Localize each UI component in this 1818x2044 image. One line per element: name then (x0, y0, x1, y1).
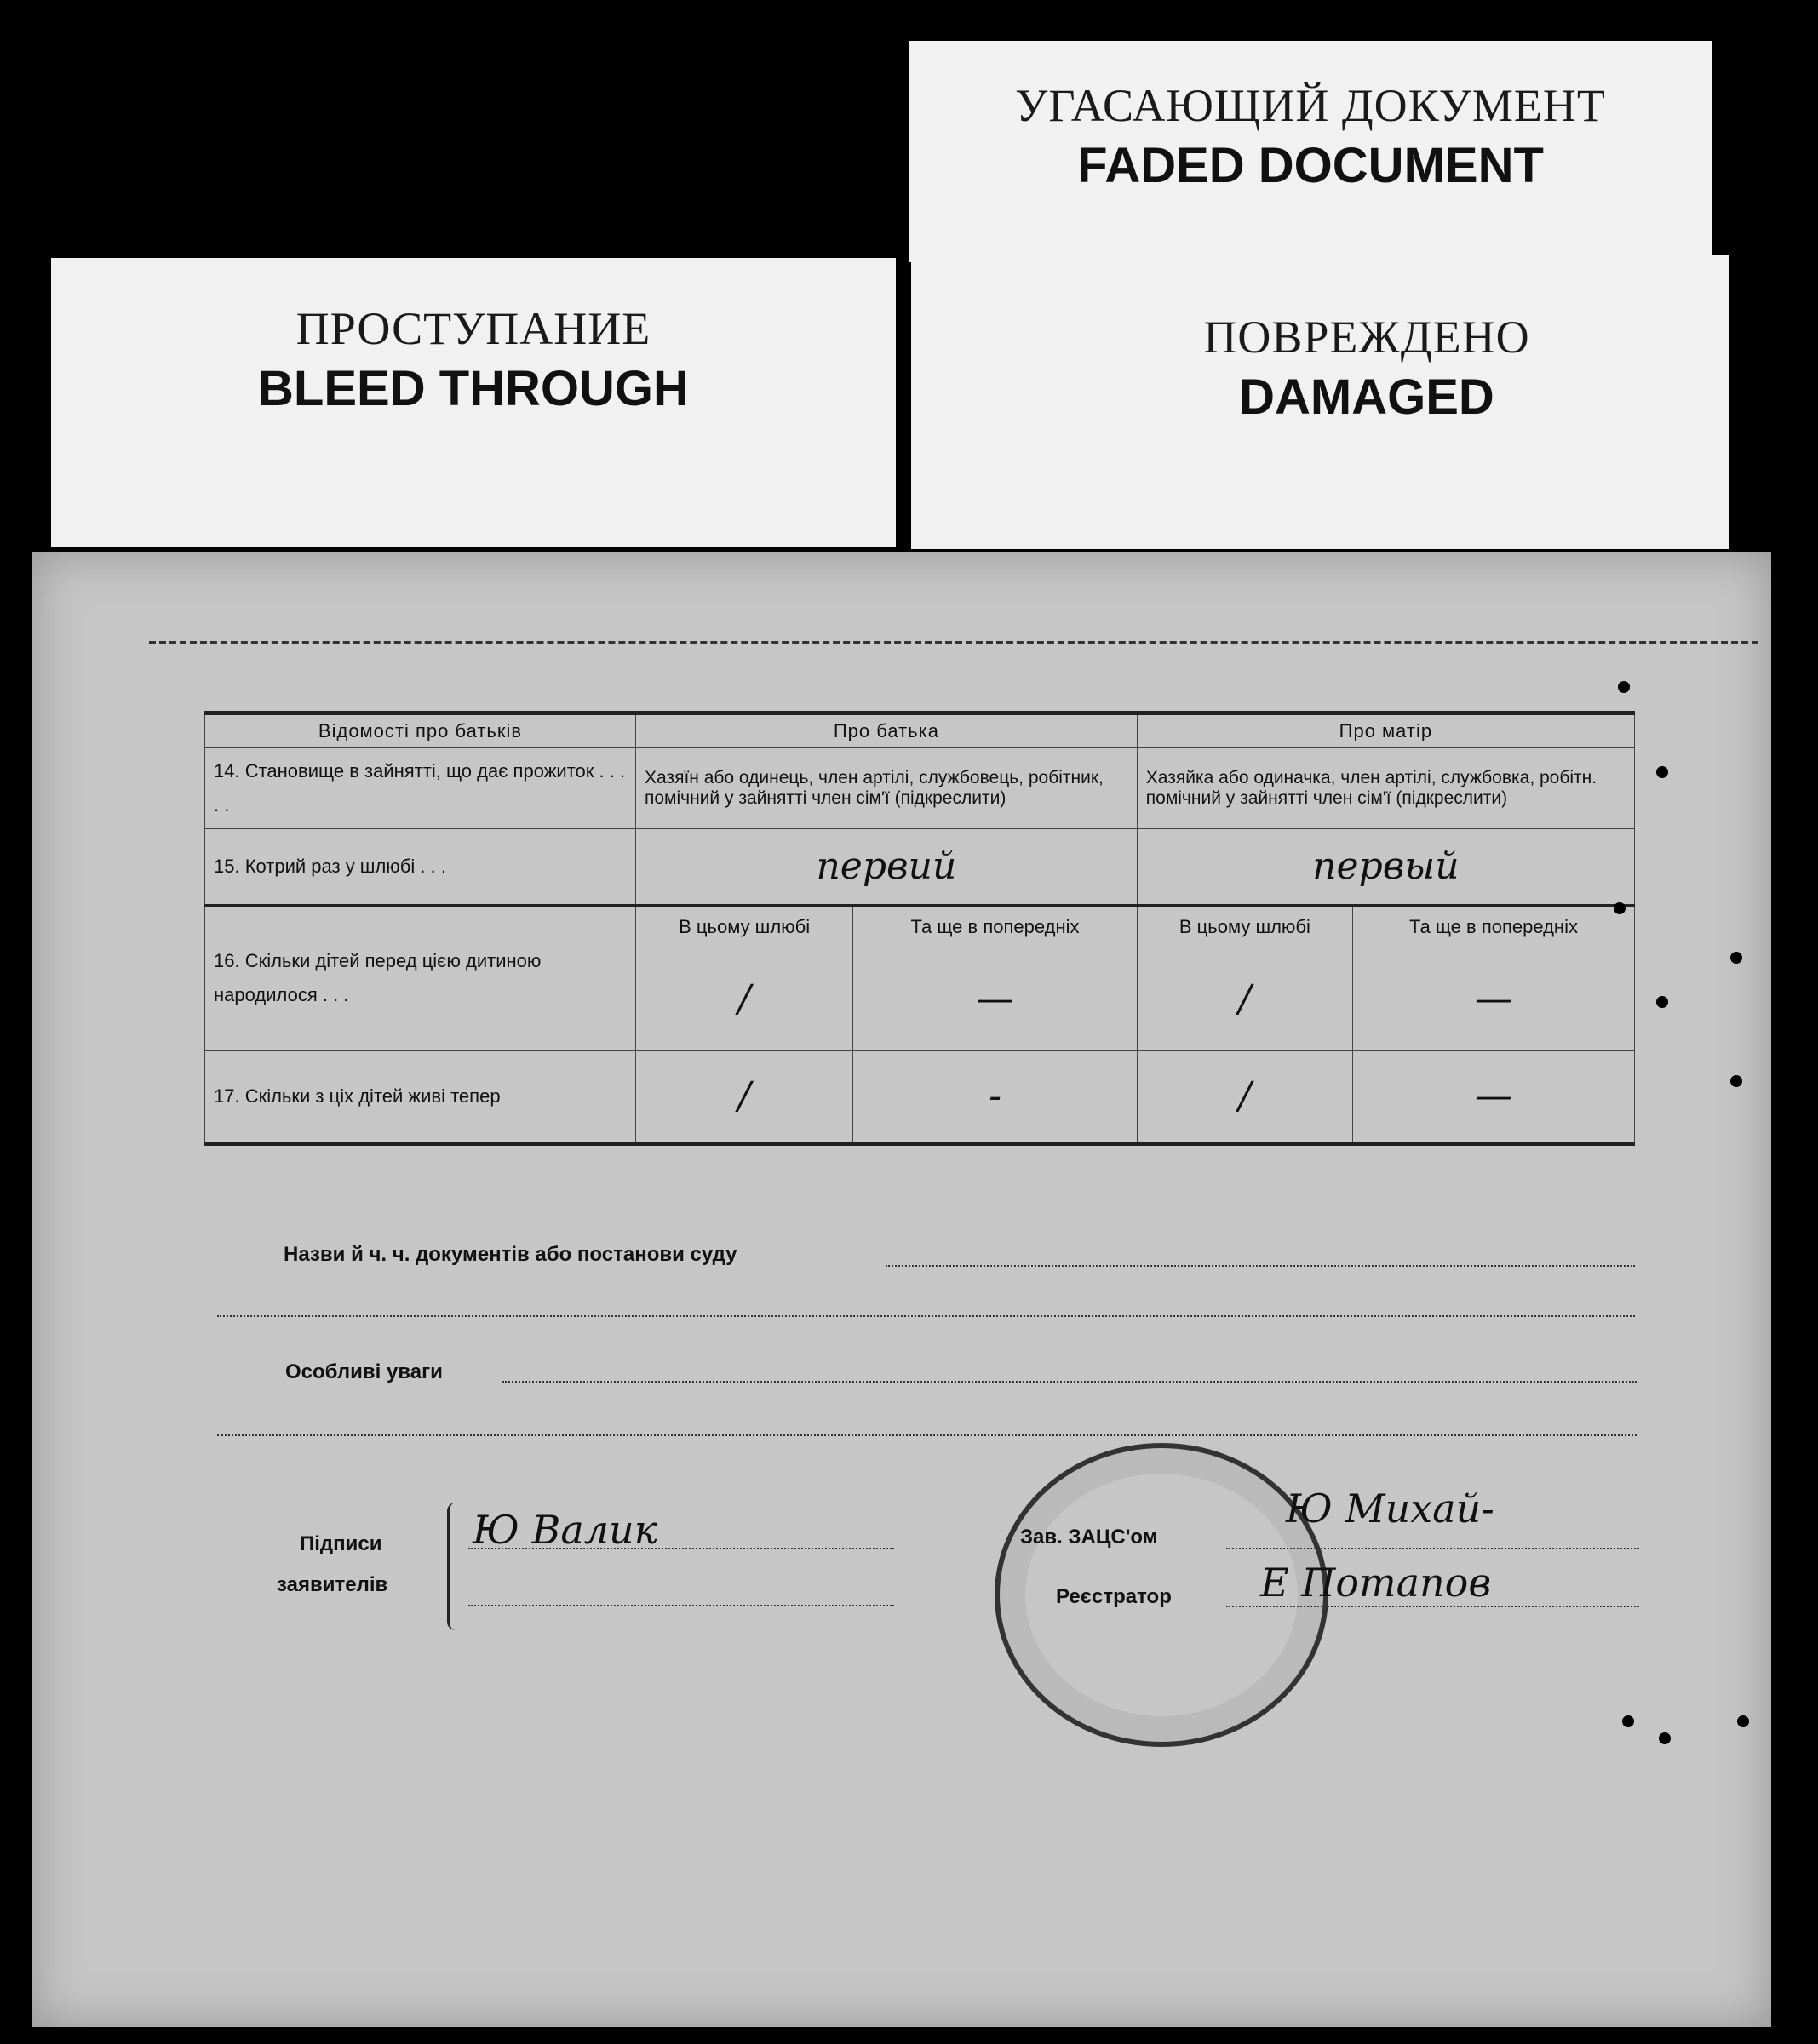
documents-field-line (886, 1265, 1635, 1267)
damage-hole (1614, 902, 1626, 914)
table-row (205, 1051, 1635, 1144)
registrar-signature: Е Потапов (1260, 1560, 1492, 1606)
documents-field-line-2 (217, 1315, 1635, 1317)
damaged-label (911, 255, 1729, 549)
head-signature: Ю Михай- (1286, 1486, 1494, 1532)
father-occupation-options: Хазяїн або одинець, член артілі, службовець, робітник, помічний у зайнятті член сім'ї (підкреслити) (636, 748, 1138, 829)
mother-children-born-prev: — (1353, 948, 1635, 1051)
table-row (205, 748, 1635, 829)
applicant-signature: Ю Валик (473, 1507, 658, 1553)
father-marriage-count: первий (636, 829, 1138, 906)
mother-this-marriage-header: В цьому шлюбі (1137, 906, 1352, 948)
applicant-signature-line (468, 1548, 894, 1549)
mother-occupation-options: Хазяйка або одиначка, член артілі, службовка, робітн. помічний у зайнятті член сім'ї (підкреслити) (1137, 748, 1634, 829)
damaged-label-ru: ПОВРЕЖДЕНО (1203, 312, 1530, 363)
header-mother: Про матір (1137, 713, 1634, 748)
bleed-label-en: BLEED THROUGH (258, 361, 689, 416)
question-17: 17. Скільки з ціх дітей живі тепер (205, 1051, 636, 1144)
table-header-row (205, 713, 1635, 748)
faded-label-ru: УГАСАЮЩИЙ ДОКУМЕНТ (1015, 80, 1606, 131)
damage-hole (1659, 1732, 1671, 1744)
header-father: Про батька (636, 713, 1138, 748)
mother-children-born-this: / (1137, 948, 1352, 1051)
documents-field-label: Назви й ч. ч. документів або постанови суду (284, 1243, 737, 1266)
faded-label-en: FADED DOCUMENT (1077, 138, 1544, 193)
parents-info-table (204, 711, 1635, 1146)
question-16: 16. Скільки дітей перед цією дитиною народилося . . . (205, 906, 636, 1051)
faded-document-label (909, 41, 1712, 262)
question-15: 15. Котрий раз у шлюбі . . . (205, 829, 636, 906)
notes-field-line (502, 1381, 1637, 1383)
bleed-label-ru: ПРОСТУПАНИЕ (295, 303, 651, 354)
applicant-signature-line-2 (468, 1605, 894, 1606)
notes-field-line-2 (217, 1434, 1637, 1436)
signatures-label-1: Підписи (300, 1532, 382, 1555)
mother-previous-header: Та ще в попередніх (1353, 906, 1635, 948)
damaged-label-en: DAMAGED (1239, 369, 1494, 425)
perforation-line (149, 641, 1758, 644)
father-children-alive-prev: - (853, 1051, 1138, 1144)
father-children-born-prev: — (853, 948, 1138, 1051)
notes-field-label: Особливі уваги (285, 1360, 443, 1383)
mother-marriage-count: первый (1137, 829, 1634, 906)
damage-hole (1656, 766, 1668, 778)
father-this-marriage-header: В цьому шлюбі (636, 906, 853, 948)
damage-hole (1618, 681, 1630, 693)
table-row (205, 829, 1635, 906)
father-children-born-this: / (636, 948, 853, 1051)
subheader-row (205, 906, 1635, 948)
damage-hole (1730, 952, 1742, 964)
registrar-label: Реєстратор (1056, 1585, 1172, 1608)
father-children-alive-this: / (636, 1051, 853, 1144)
damage-hole (1737, 1715, 1749, 1727)
head-label: Зав. ЗАЦС'ом (1020, 1526, 1158, 1549)
bleed-through-label (51, 258, 896, 547)
registrar-signature-line (1226, 1606, 1639, 1607)
father-previous-header: Та ще в попередніх (853, 906, 1138, 948)
signatures-bracket (447, 1503, 462, 1630)
header-parents-info: Відомості про батьків (205, 713, 636, 748)
mother-children-alive-prev: — (1353, 1051, 1635, 1144)
damage-hole (1730, 1075, 1742, 1087)
damage-hole (1656, 996, 1668, 1008)
damage-hole (1622, 1715, 1634, 1727)
head-signature-line (1226, 1548, 1639, 1549)
question-14: 14. Становище в зайнятті, що дає прожиток . . . . . (205, 748, 636, 829)
signatures-label-2: заявителів (277, 1573, 388, 1596)
mother-children-alive-this: / (1137, 1051, 1352, 1144)
